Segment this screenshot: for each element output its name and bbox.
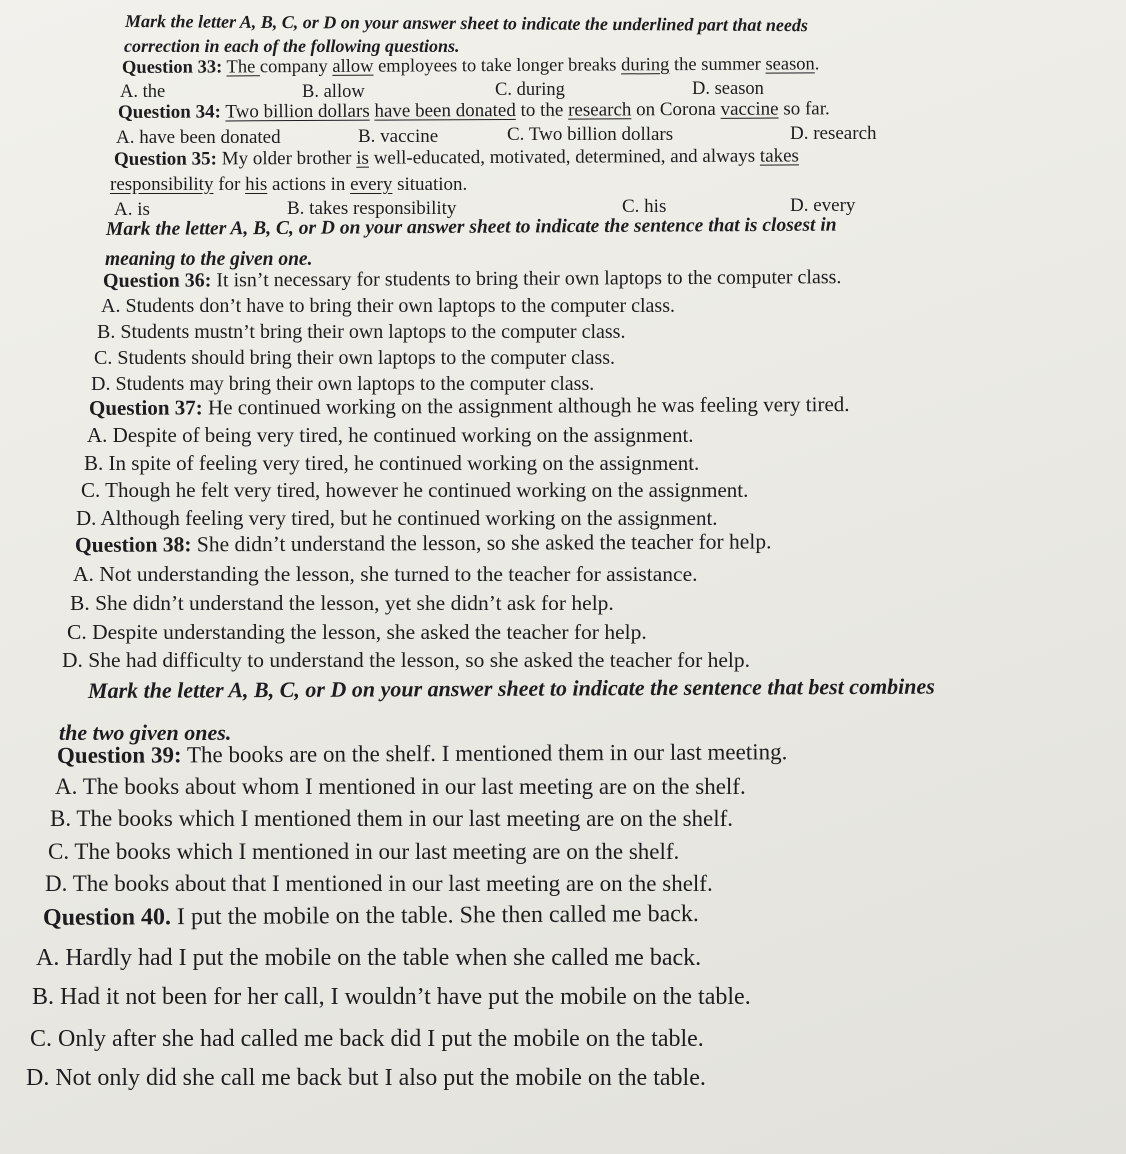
- q38-option-d[interactable]: D. She had difficulty to understand the lesson, so she asked the teacher for help.: [62, 648, 751, 672]
- q35-underlined-his: his: [245, 174, 268, 195]
- question-38-stem: Question 38: She didn’t understand the lesson, so she asked the teacher for help.: [74, 529, 772, 557]
- section2-instruction-line2: meaning to the given one.: [105, 249, 313, 270]
- q40-option-b[interactable]: B. Had it not been for her call, I wouldn’t have put the mobile on the table.: [32, 984, 751, 1010]
- q38-option-a[interactable]: A. Not understanding the lesson, she turned to the teacher for assistance.: [73, 562, 698, 586]
- q35-underlined-every: every: [350, 174, 393, 195]
- q35-option-b[interactable]: B. takes responsibility: [287, 198, 457, 219]
- question-34-label: Question 34:: [117, 101, 221, 123]
- question-36-label: Question 36:: [102, 269, 212, 292]
- q39-option-a[interactable]: A. The books about whom I mentioned in our last meeting are on the shelf.: [55, 774, 746, 799]
- q35-option-a[interactable]: A. is: [114, 199, 150, 220]
- q35-underlined-responsibility: responsibility: [110, 174, 214, 195]
- question-37-label: Question 37:: [88, 395, 203, 420]
- q33-option-d[interactable]: D. season: [692, 79, 764, 99]
- q36-option-d[interactable]: D. Students may bring their own laptops to the computer class.: [91, 373, 595, 395]
- question-37-stem: Question 37: He continued working on the assignment although he was feeling very tired.: [88, 392, 850, 420]
- section1-instruction-line2: correction in each of the following questions.: [124, 36, 460, 56]
- q33-underlined-during: during: [621, 55, 670, 76]
- question-33-stem: Question 33: The company allow employees to take longer breaks during the summer season.: [121, 54, 820, 78]
- q40-option-d[interactable]: D. Not only did she call me back but I also put the mobile on the table.: [26, 1065, 706, 1091]
- q34-underlined-two-billion-dollars: Two billion dollars: [225, 100, 370, 123]
- q34-underlined-have-been-donated: have been donated: [374, 99, 516, 122]
- section3-instruction-line1: Mark the letter A, B, C, or D on your answer sheet to indicate the sentence that best combines: [87, 673, 935, 703]
- q35-option-c[interactable]: C. his: [622, 196, 667, 217]
- question-35-stem-line2: responsibility for his actions in every situation.: [110, 174, 468, 195]
- q39-option-d[interactable]: D. The books about that I mentioned in our last meeting are on the shelf.: [45, 871, 713, 896]
- q34-option-b[interactable]: B. vaccine: [358, 126, 439, 147]
- q34-option-d[interactable]: D. research: [790, 123, 877, 144]
- q38-option-c[interactable]: C. Despite understanding the lesson, she asked the teacher for help.: [67, 620, 647, 644]
- question-39-label: Question 39:: [56, 742, 182, 768]
- q37-option-d[interactable]: D. Although feeling very tired, but he continued working on the assignment.: [76, 506, 718, 530]
- q40-option-a[interactable]: A. Hardly had I put the mobile on the table when she called me back.: [36, 945, 702, 971]
- question-40-stem: Question 40. I put the mobile on the table. She then called me back.: [42, 900, 699, 931]
- section1-instruction-line1: Mark the letter A, B, C, or D on your answer sheet to indicate the underlined part that needs: [124, 11, 808, 36]
- question-40-label: Question 40.: [42, 904, 172, 931]
- q33-underlined-the: The: [226, 57, 260, 78]
- q37-option-c[interactable]: C. Though he felt very tired, however he continued working on the assignment.: [81, 478, 749, 502]
- question-35-stem-line1: Question 35: My older brother is well-educated, motivated, determined, and always takes: [113, 145, 799, 170]
- q36-option-c[interactable]: C. Students should bring their own laptops to the computer class.: [94, 347, 616, 369]
- q33-option-b[interactable]: B. allow: [302, 82, 365, 102]
- q33-underlined-season: season: [765, 54, 815, 75]
- question-36-stem: Question 36: It isn’t necessary for students to bring their own laptops to the computer class.: [102, 266, 842, 292]
- q35-option-d[interactable]: D. every: [790, 195, 856, 216]
- q37-option-a[interactable]: A. Despite of being very tired, he continued working on the assignment.: [87, 423, 694, 447]
- question-33-label: Question 33:: [121, 57, 223, 78]
- q40-option-c[interactable]: C. Only after she had called me back did I put the mobile on the table.: [30, 1026, 704, 1052]
- q33-underlined-allow: allow: [332, 56, 374, 77]
- q37-option-b[interactable]: B. In spite of feeling very tired, he continued working on the assignment.: [84, 451, 700, 475]
- question-38-label: Question 38:: [74, 532, 192, 557]
- q34-option-c[interactable]: C. Two billion dollars: [507, 124, 674, 145]
- question-35-label: Question 35:: [113, 148, 217, 170]
- q39-option-b[interactable]: B. The books which I mentioned them in our last meeting are on the shelf.: [50, 806, 734, 831]
- q35-underlined-is: is: [356, 147, 369, 169]
- q36-option-b[interactable]: B. Students mustn’t bring their own laptops to the computer class.: [97, 321, 626, 343]
- section3-instruction-line2: the two given ones.: [59, 720, 232, 745]
- q34-underlined-vaccine: vaccine: [720, 98, 779, 120]
- q35-underlined-takes: takes: [759, 145, 799, 167]
- section2-instruction-line1: Mark the letter A, B, C, or D on your answer sheet to indicate the sentence that is closest in: [105, 214, 837, 240]
- q33-option-a[interactable]: A. the: [120, 82, 166, 102]
- question-34-stem: Question 34: Two billion dollars have been donated to the research on Corona vaccine so far.: [117, 98, 830, 123]
- q38-option-b[interactable]: B. She didn’t understand the lesson, yet she didn’t ask for help.: [70, 591, 614, 615]
- q33-option-c[interactable]: C. during: [495, 80, 565, 100]
- q34-underlined-research: research: [568, 99, 632, 121]
- q39-option-c[interactable]: C. The books which I mentioned in our last meeting are on the shelf.: [48, 839, 680, 864]
- q34-option-a[interactable]: A. have been donated: [116, 127, 281, 148]
- question-39-stem: Question 39: The books are on the shelf. I mentioned them in our last meeting.: [56, 739, 788, 768]
- q36-option-a[interactable]: A. Students don’t have to bring their own laptops to the computer class.: [101, 295, 675, 317]
